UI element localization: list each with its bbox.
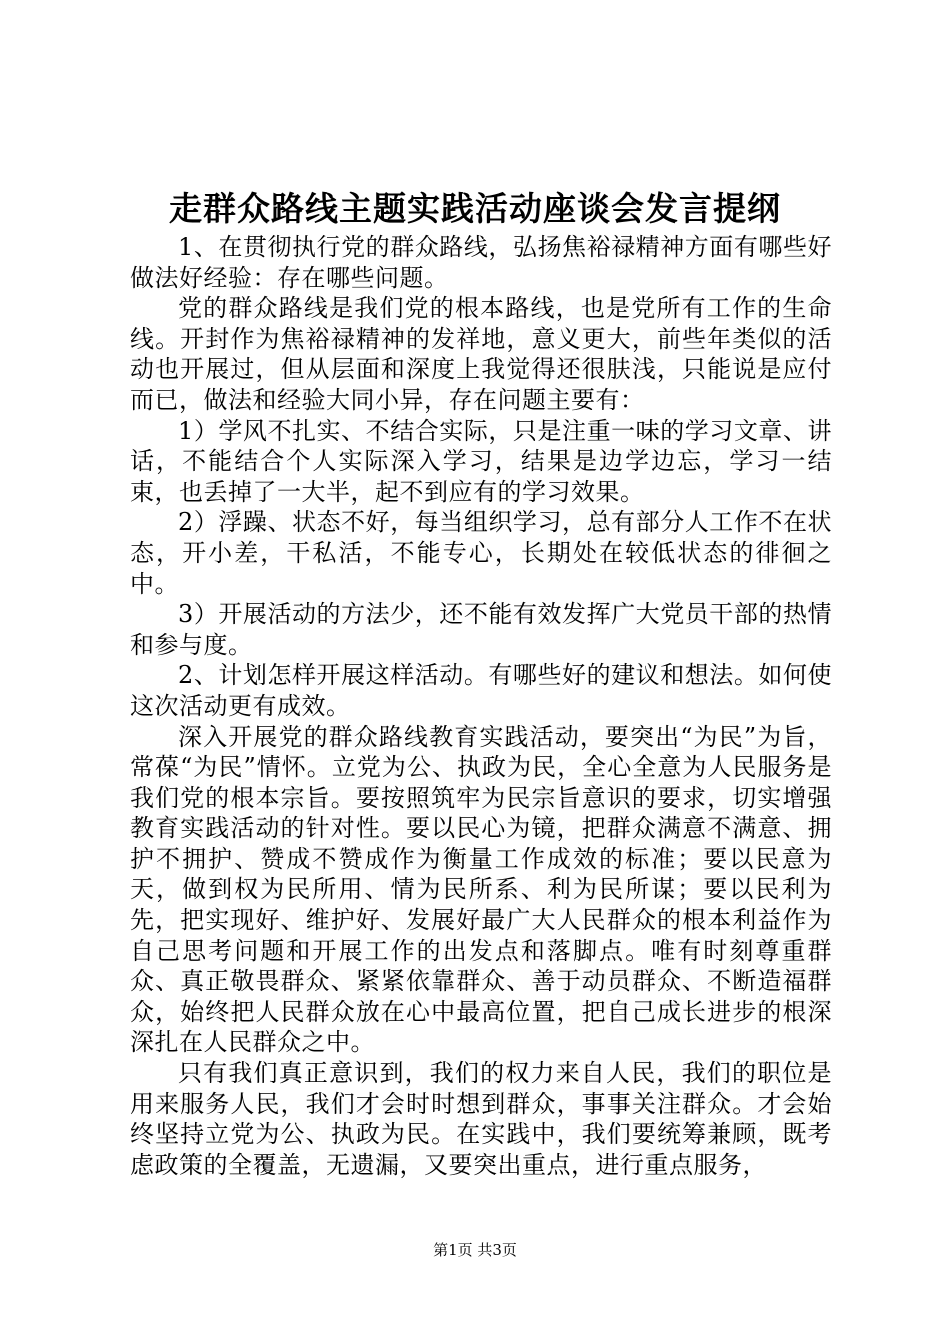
document-body [130,232,832,1180]
paragraph-answer-1: 党的群众路线是我们党的根本路线，也是党所有工作的生命线。开封作为焦裕禄精神的发祥地，意义更大，前些年类似的活动也开展过，但从层面和深度上我觉得还很肤浅，只能说是应付而已，做法和经验大同小异，存在问题主要有： [130,294,832,414]
paragraph-problem-1: 1）学风不扎实、不结合实际，只是注重一味的学习文章、讲话，不能结合个人实际深入学习，结果是边学边忘，学习一结束，也丢掉了一大半，起不到应有的学习效果。 [130,416,832,506]
paragraph-problem-2: 2）浮躁、状态不好，每当组织学习，总有部分人工作不在状态，开小差，干私活，不能专心，长期处在较低状态的徘徊之中。 [130,508,832,598]
page-footer: 第1页 共3页 [433,1241,517,1259]
paragraph-answer-3: 只有我们真正意识到，我们的权力来自人民，我们的职位是用来服务人民，我们才会时时想到群众，事事关注群众。才会始终坚持立党为公、执政为民。在实践中，我们要统筹兼顾，既考虑政策的全覆盖，无遗漏，又要突出重点，进行重点服务， [130,1059,832,1179]
document-title: 走群众路线主题实践活动座谈会发言提纲 [169,189,781,228]
paragraph-question-2: 2、计划怎样开展这样活动。有哪些好的建议和想法。如何使这次活动更有成效。 [130,661,832,720]
paragraph-problem-3: 3）开展活动的方法少，还不能有效发挥广大党员干部的热情和参与度。 [130,600,832,659]
paragraph-answer-2: 深入开展党的群众路线教育实践活动，要突出“为民”为旨，常葆“为民”情怀。立党为公、执政为民，全心全意为人民服务是我们党的根本宗旨。要按照筑牢为民宗旨意识的要求，切实增强教育实践活动的针对性。要以民心为镜，把群众满意不满意、拥护不拥护、赞成不赞成作为衡量工作成效的标准；要以民意为天，做到权为民所用、情为民所系、利为民所谋；要以民利为先，把实现好、维护好、发展好最广大人民群众的根本利益作为自己思考问题和开展工作的出发点和落脚点。唯有时刻尊重群众、真正敬畏群众、紧紧依靠群众、善于动员群众、不断造福群众，始终把人民群众放在心中最高位置，把自己成长进步的根深深扎在人民群众之中。 [130,722,832,1057]
paragraph-question-1: 1、在贯彻执行党的群众路线，弘扬焦裕禄精神方面有哪些好做法好经验：存在哪些问题。 [130,233,832,292]
